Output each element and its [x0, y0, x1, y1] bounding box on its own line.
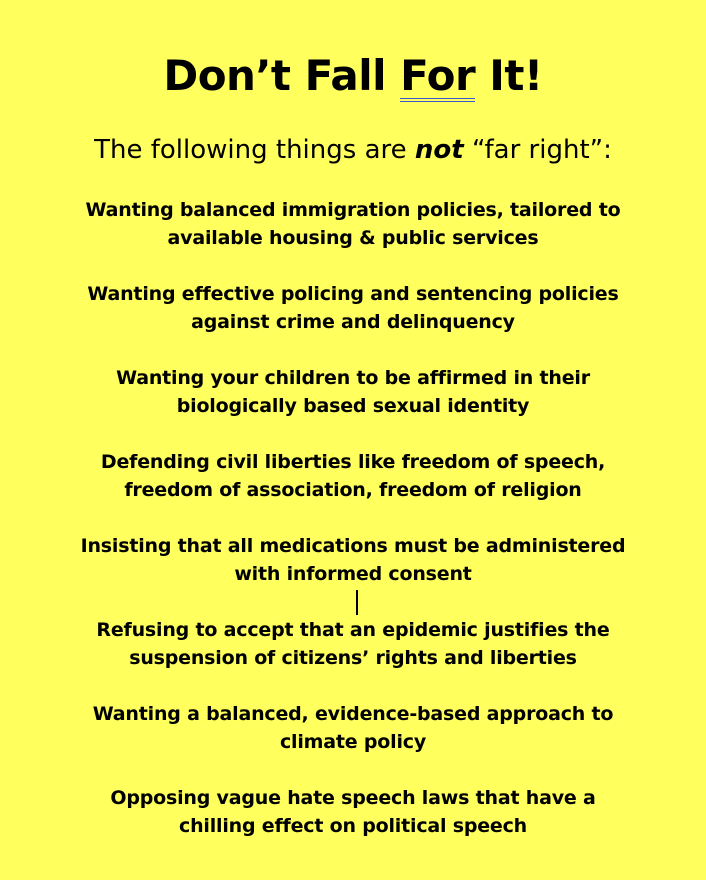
statement-line-2: with informed consent	[234, 563, 472, 585]
text-cursor-icon	[356, 590, 358, 615]
intro-line	[0, 133, 706, 167]
statement-line-1: Wanting effective policing and sentencing policies	[87, 283, 619, 305]
intro-text-end: “far right”:	[463, 135, 612, 165]
statement-item	[40, 784, 666, 840]
statement-line-1: Wanting your children to be affirmed in their	[116, 367, 590, 389]
statement-line-2: climate policy	[279, 731, 427, 753]
statement-item	[40, 196, 666, 252]
statement-line-1: Opposing vague hate speech laws that have a	[110, 787, 596, 809]
statement-item	[40, 616, 666, 672]
document-title	[0, 50, 706, 102]
statement-line-2: biologically based sexual identity	[176, 395, 530, 417]
statement-line-1: Defending civil liberties like freedom of speech,	[100, 451, 606, 473]
title-text-start: Don’t Fall	[163, 51, 401, 100]
statement-line-2: against crime and delinquency	[191, 311, 515, 333]
intro-text-start: The following things are	[94, 135, 415, 165]
title-underlined-word: For	[400, 51, 476, 100]
statement-line-1: Refusing to accept that an epidemic justifies the	[96, 619, 610, 641]
statement-list	[40, 196, 666, 868]
statement-line-1: Wanting a balanced, evidence-based approach to	[92, 703, 614, 725]
statement-line-2: suspension of citizens’ rights and liberties	[129, 647, 577, 669]
statement-line-2: chilling effect on political speech	[179, 815, 527, 837]
statement-line-1: Wanting balanced immigration policies, tailored to	[85, 199, 621, 221]
statement-line-2: available housing & public services	[167, 227, 539, 249]
statement-line-2: freedom of association, freedom of religion	[124, 479, 582, 501]
statement-item	[40, 700, 666, 756]
statement-item	[40, 364, 666, 420]
statement-item	[40, 448, 666, 504]
statement-item	[40, 280, 666, 336]
title-text-end: It!	[475, 51, 543, 100]
intro-emphasis: not	[414, 135, 464, 165]
statement-line-1: Insisting that all medications must be administered	[80, 535, 626, 557]
statement-item	[40, 532, 666, 588]
